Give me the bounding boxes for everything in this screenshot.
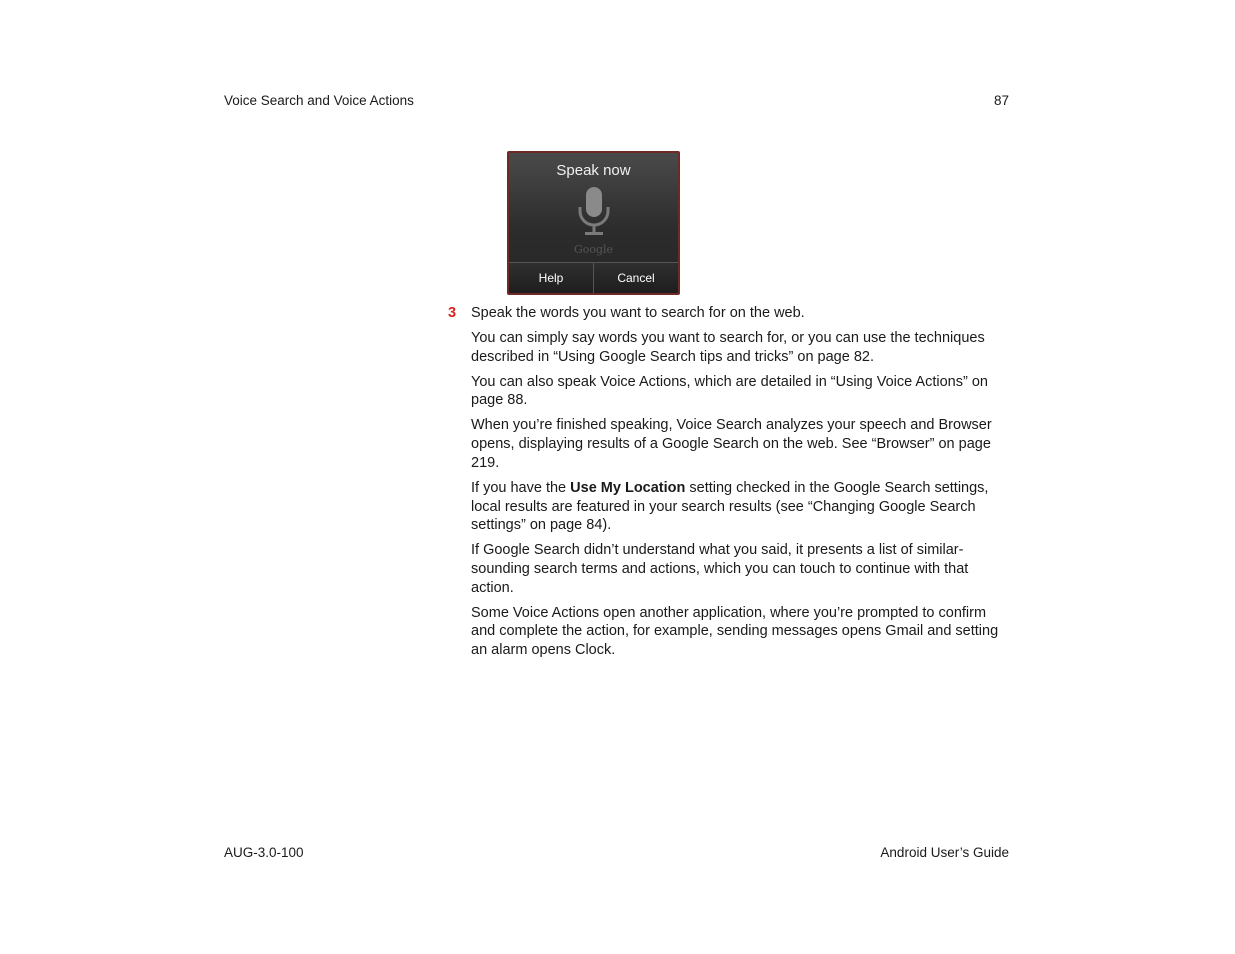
step-number: 3 [448, 305, 457, 321]
step-instruction: Speak the words you want to search for on the web. [471, 305, 805, 321]
google-watermark: Google [573, 243, 614, 256]
body-paragraph: When you’re finished speaking, Voice Search analyzes your speech and Browser opens, displaying results of a Google Search on the web. See “Browser” on page 219. [471, 417, 992, 471]
dialog-button-bar [509, 262, 678, 293]
help-button[interactable]: Help [538, 271, 564, 285]
cancel-button[interactable]: Cancel [593, 263, 678, 293]
body-paragraph: You can also speak Voice Actions, which are detailed in “Using Voice Actions” on page 88. [471, 373, 988, 409]
step-block [448, 304, 1013, 666]
speak-now-dialog [507, 151, 680, 295]
dialog-title: Speak now [556, 162, 631, 179]
body-paragraph: If Google Search didn’t understand what you said, it presents a list of similar-sounding search terms and actions, which you can touch to continue with that action. [471, 542, 969, 596]
text-run: If you have the [471, 479, 571, 496]
text-run: setting checked in the Google Search settings, local results are featured in your search results (see “Changing Google Search settings” on page 84). [471, 479, 989, 534]
page-number: 87 [993, 93, 1009, 108]
document-id: AUG-3.0-100 [224, 845, 304, 860]
setting-name: Use My Location [570, 479, 686, 496]
location-paragraph [471, 479, 1013, 535]
section-title: Voice Search and Voice Actions [224, 93, 414, 108]
body-paragraph: Some Voice Actions open another application, where you’re prompted to confirm and complete the action, for example, sending messages opens Gmail and setting an alarm opens Clock. [471, 604, 999, 659]
running-header [224, 93, 1009, 108]
running-footer [224, 845, 1009, 860]
microphone-icon [577, 187, 611, 239]
guide-title: Android User’s Guide [880, 845, 1009, 860]
body-paragraph: You can simply say words you want to search for, or you can use the techniques described in “Using Google Search tips and tricks” on page 82. [471, 330, 985, 365]
